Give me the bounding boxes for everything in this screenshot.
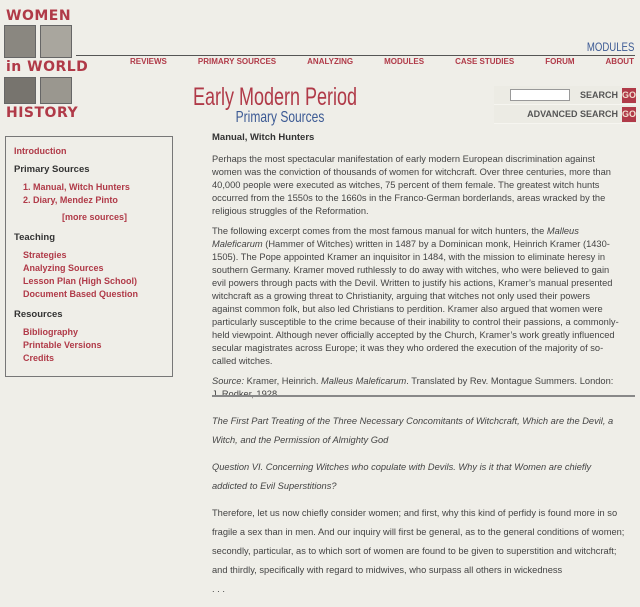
sidebar-dbq[interactable]: Document Based Question (23, 289, 139, 299)
text: The following excerpt comes from the most famous manual for witch hunters, the (212, 226, 547, 236)
excerpt-question: Question VI. Concerning Witches who copulate with Devils. Why is it that Women are chiefly addicted to Evil Superstitions? (212, 462, 592, 491)
sidebar-strategies[interactable]: Strategies (23, 250, 67, 260)
section-divider (212, 395, 635, 397)
sidebar-source-2[interactable]: 2. Diary, Mendez Pinto (23, 195, 118, 205)
sidebar-source-1[interactable]: 1. Manual, Witch Hunters (23, 182, 130, 192)
text: Therefore, let us now chiefly consider women; and first, why this kind of perfidy is found more in so fragile a sex than in men. And our inquiry will first be general, as to the general conditions of women; secondly, particular, as to which sort of women are found to be given to superstition and witchcraft; and thirdly, specifically with regard to midwives, who surpass all others in wickedness (212, 508, 625, 575)
nav-about[interactable]: ABOUT (605, 57, 634, 66)
sidebar-analyzing-sources[interactable]: Analyzing Sources (23, 263, 104, 273)
nav-modules[interactable]: MODULES (384, 57, 425, 66)
sidebar-heading-teaching: Teaching (14, 232, 55, 243)
title-section: Primary Sources (235, 109, 325, 126)
book-title: Malleus Maleficarum (321, 376, 407, 386)
logo-portrait (40, 77, 72, 104)
logo-text-world: in WORLD (6, 59, 89, 75)
search-panel (494, 86, 636, 126)
main-content (212, 131, 622, 408)
book-title: Malleus Maleficarum (212, 226, 579, 249)
intro-paragraph: Perhaps the most spectacular manifestation of early modern European discrimination against women was the conviction of thousands of women for witchcraft. Over three centuries, more than 40,000 people were executed as witches, 75 percent of them female. The greatest witch hunts occurred from the 1550s to the 1660s in the Franco-German borderlands, areas wracked by the religious struggles of the Reformation. (212, 154, 611, 216)
sidebar-more-sources[interactable]: [more sources] (62, 212, 128, 222)
sidebar-heading-primary: Primary Sources (14, 164, 90, 175)
nav-reviews[interactable]: REVIEWS (130, 57, 167, 66)
source-heading: Manual, Witch Hunters (212, 132, 315, 143)
sidebar-heading-resources: Resources (14, 309, 63, 320)
context-paragraph (212, 225, 622, 368)
source-label: Source: (212, 376, 245, 386)
advanced-search-go-button[interactable]: GO (622, 107, 636, 122)
sidebar-introduction[interactable]: Introduction (14, 146, 67, 156)
page-title (192, 83, 358, 126)
sidebar-bibliography[interactable]: Bibliography (23, 327, 79, 337)
excerpt (212, 412, 627, 607)
nav-analyzing[interactable]: ANALYZING (307, 57, 354, 66)
header-divider (76, 55, 635, 56)
site-logo[interactable] (4, 8, 89, 122)
logo-text-history: HISTORY (6, 105, 79, 121)
advanced-search-link[interactable]: ADVANCED SEARCH (527, 109, 618, 119)
text: Kramer, Heinrich. (244, 376, 322, 386)
excerpt-part-title: The First Part Treating of the Three Necessary Concomitants of Witchcraft, Which are the Devil, a Witch, and the Permission of Almighty God (212, 416, 614, 445)
search-input[interactable] (510, 89, 570, 101)
search-label: SEARCH (579, 90, 618, 100)
modules-link[interactable]: MODULES (586, 40, 634, 54)
logo-portrait (4, 25, 36, 58)
logo-text-women: WOMEN (6, 8, 72, 24)
logo-portrait (4, 77, 36, 104)
title-period: Early Modern Period (192, 83, 358, 111)
nav-forum[interactable]: FORUM (545, 57, 575, 66)
sidebar (5, 136, 173, 377)
nav-primary-sources[interactable]: PRIMARY SOURCES (197, 57, 277, 66)
text: (Hammer of Witches) written in 1487 by a Dominican monk, Heinrich Kramer (1430-1505). The Pope appointed Kramer an inquisitor in 1484, with the mission to eliminate heresy in southern Germany. Kramer moved ruthlessly to do away with witches, who were believed to gain evil powers through pacts with the Devil. Written to justify his actions, Kramer’s manual presented witchcraft as a growing threat to Christianity, arguing that witches not only used their powers against common folk, but also led Christians to perdition. Kramer also argued that women were particularly susceptible to the crime because of their inability to control their passions, a commonly-held viewpoint. Although never officially accepted by the Church, Kramer’s work greatly influenced secular magistrates across Europe; it was they who ordered the execution of the majority of so-called witches. (212, 239, 619, 366)
search-go-button[interactable]: GO (622, 88, 636, 103)
logo-portrait (40, 25, 72, 58)
sidebar-lesson-plan[interactable]: Lesson Plan (High School) (23, 276, 138, 286)
sidebar-printable[interactable]: Printable Versions (23, 340, 102, 350)
text: . Translated by Rev. Montague Summers. London: J. Rodker, 1928. (212, 376, 614, 399)
excerpt-body (212, 504, 627, 599)
sidebar-credits[interactable]: Credits (23, 353, 55, 363)
ellipsis: . . . (212, 584, 225, 594)
main-nav (130, 57, 634, 66)
nav-case-studies[interactable]: CASE STUDIES (455, 57, 515, 66)
source-citation (212, 375, 622, 401)
